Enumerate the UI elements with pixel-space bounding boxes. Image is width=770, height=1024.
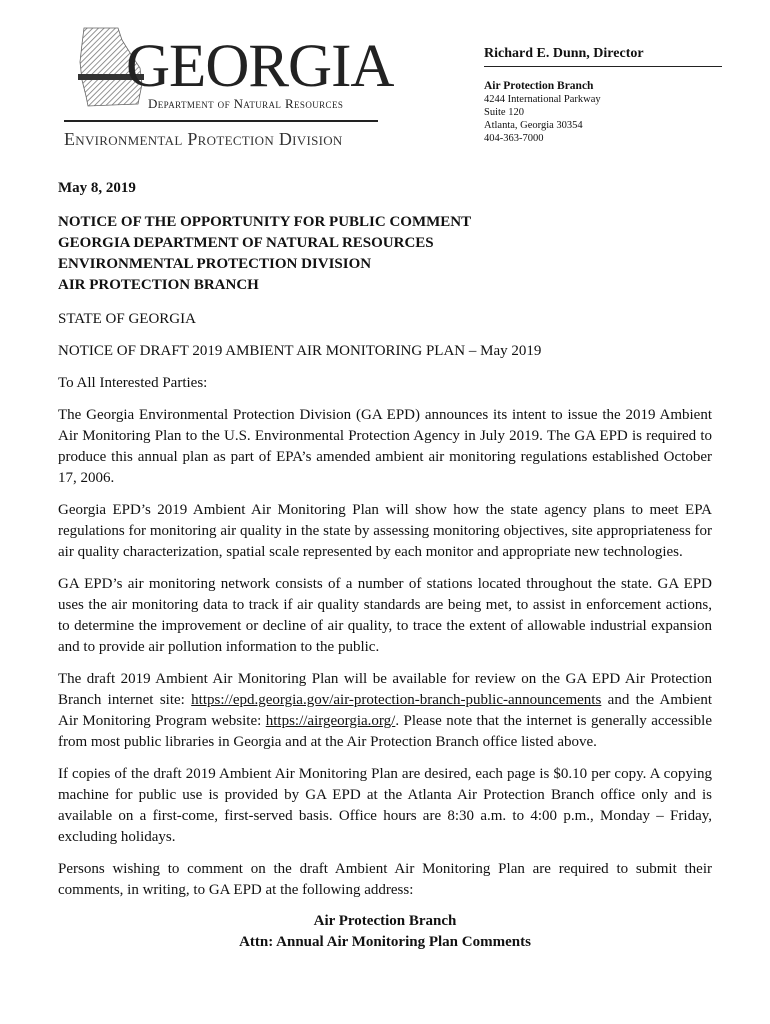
heading-line: NOTICE OF THE OPPORTUNITY FOR PUBLIC COMMENT — [58, 214, 472, 230]
airgeorgia-link[interactable]: https://airgeorgia.org/ — [265, 713, 396, 729]
salutation: To All Interested Parties: — [58, 375, 208, 391]
paragraph-availability — [58, 669, 712, 753]
heading-line: AIR PROTECTION BRANCH — [58, 277, 259, 293]
availability-text: The draft 2019 Ambient Air Monitoring Plan will be available for review on the GA EPD Air Protection Branch internet site: — [58, 671, 712, 708]
subject-line: NOTICE OF DRAFT 2019 AMBIENT AIR MONITORING PLAN – May 2019 — [58, 343, 542, 359]
paragraph-copies: If copies of the draft 2019 Ambient Air Monitoring Plan are desired, each page is $0.10 per copy. A copying machine for public use is provided by GA EPD at the Atlanta Air Protection Branch office only and is available on a first-come, first-served basis. Office hours are 8:30 a.m. to 4:00 p.m., Monday – Friday, excluding holidays. — [58, 766, 712, 845]
availability-text: . Please note that the internet is generally accessible from most public libraries in Georgia and at the Air Protection Branch office listed above. — [58, 713, 712, 750]
paragraph-plan: Georgia EPD’s 2019 Ambient Air Monitoring Plan will show how the state agency plans to meet EPA regulations for monitoring air quality in the state by assessing monitoring objectives, site appropriateness for air quality characterization, spatial scale represented by each monitor and appropriate new technologies. — [58, 502, 712, 560]
paragraph-network: GA EPD’s air monitoring network consists of a number of stations located throughout the state. GA EPD uses the air monitoring data to track if air quality standards are being met, to assist in enforcement actions, to determine the improvement or decline of air quality, to trace the extent of allowable industrial expansion and to provide air pollution information to the public. — [58, 576, 712, 655]
director-name: Richard E. Dunn, Director — [484, 46, 722, 67]
heading-line: ENVIRONMENTAL PROTECTION DIVISION — [58, 256, 372, 272]
logo-department: Department of Natural Resources — [148, 96, 344, 111]
paragraph-comments: Persons wishing to comment on the draft Ambient Air Monitoring Plan are required to submit their comments, in writing, to GA EPD at the following address: — [58, 861, 712, 898]
availability-text: and the Ambient Air Monitoring Program website: — [58, 692, 712, 729]
state-line: STATE OF GEORGIA — [58, 311, 196, 327]
logo-division: Environmental Protection Division — [64, 129, 343, 149]
branch-name: Air Protection Branch — [484, 80, 594, 92]
agency-logo — [58, 24, 394, 149]
logo-divider — [64, 120, 378, 122]
epd-announcements-link[interactable]: https://epd.georgia.gov/air-protection-branch-public-announcements — [191, 692, 602, 708]
address-street: 4244 International Parkway — [484, 94, 601, 105]
mailing-address-line: Air Protection Branch — [313, 913, 457, 929]
notice-date: May 8, 2019 — [58, 180, 136, 196]
contact-block — [484, 46, 722, 145]
notice-body — [58, 178, 712, 953]
phone-number: 404-363-7000 — [484, 133, 544, 144]
mailing-address — [58, 911, 712, 953]
paragraph-intent: The Georgia Environmental Protection Division (GA EPD) announces its intent to issue the 2019 Ambient Air Monitoring Plan to the U.S. Environmental Protection Agency in July 2019. The GA EPD is required to produce this annual plan as part of EPA’s amended ambient air monitoring regulations established October 17, 2006. — [58, 407, 712, 486]
mailing-address-attn: Attn: Annual Air Monitoring Plan Comments — [239, 934, 531, 950]
logo-title: GEORGIA — [126, 33, 394, 100]
notice-heading — [58, 212, 712, 296]
address-suite: Suite 120 — [484, 107, 524, 118]
heading-line: GEORGIA DEPARTMENT OF NATURAL RESOURCES — [58, 235, 434, 251]
address-city: Atlanta, Georgia 30354 — [484, 120, 583, 131]
